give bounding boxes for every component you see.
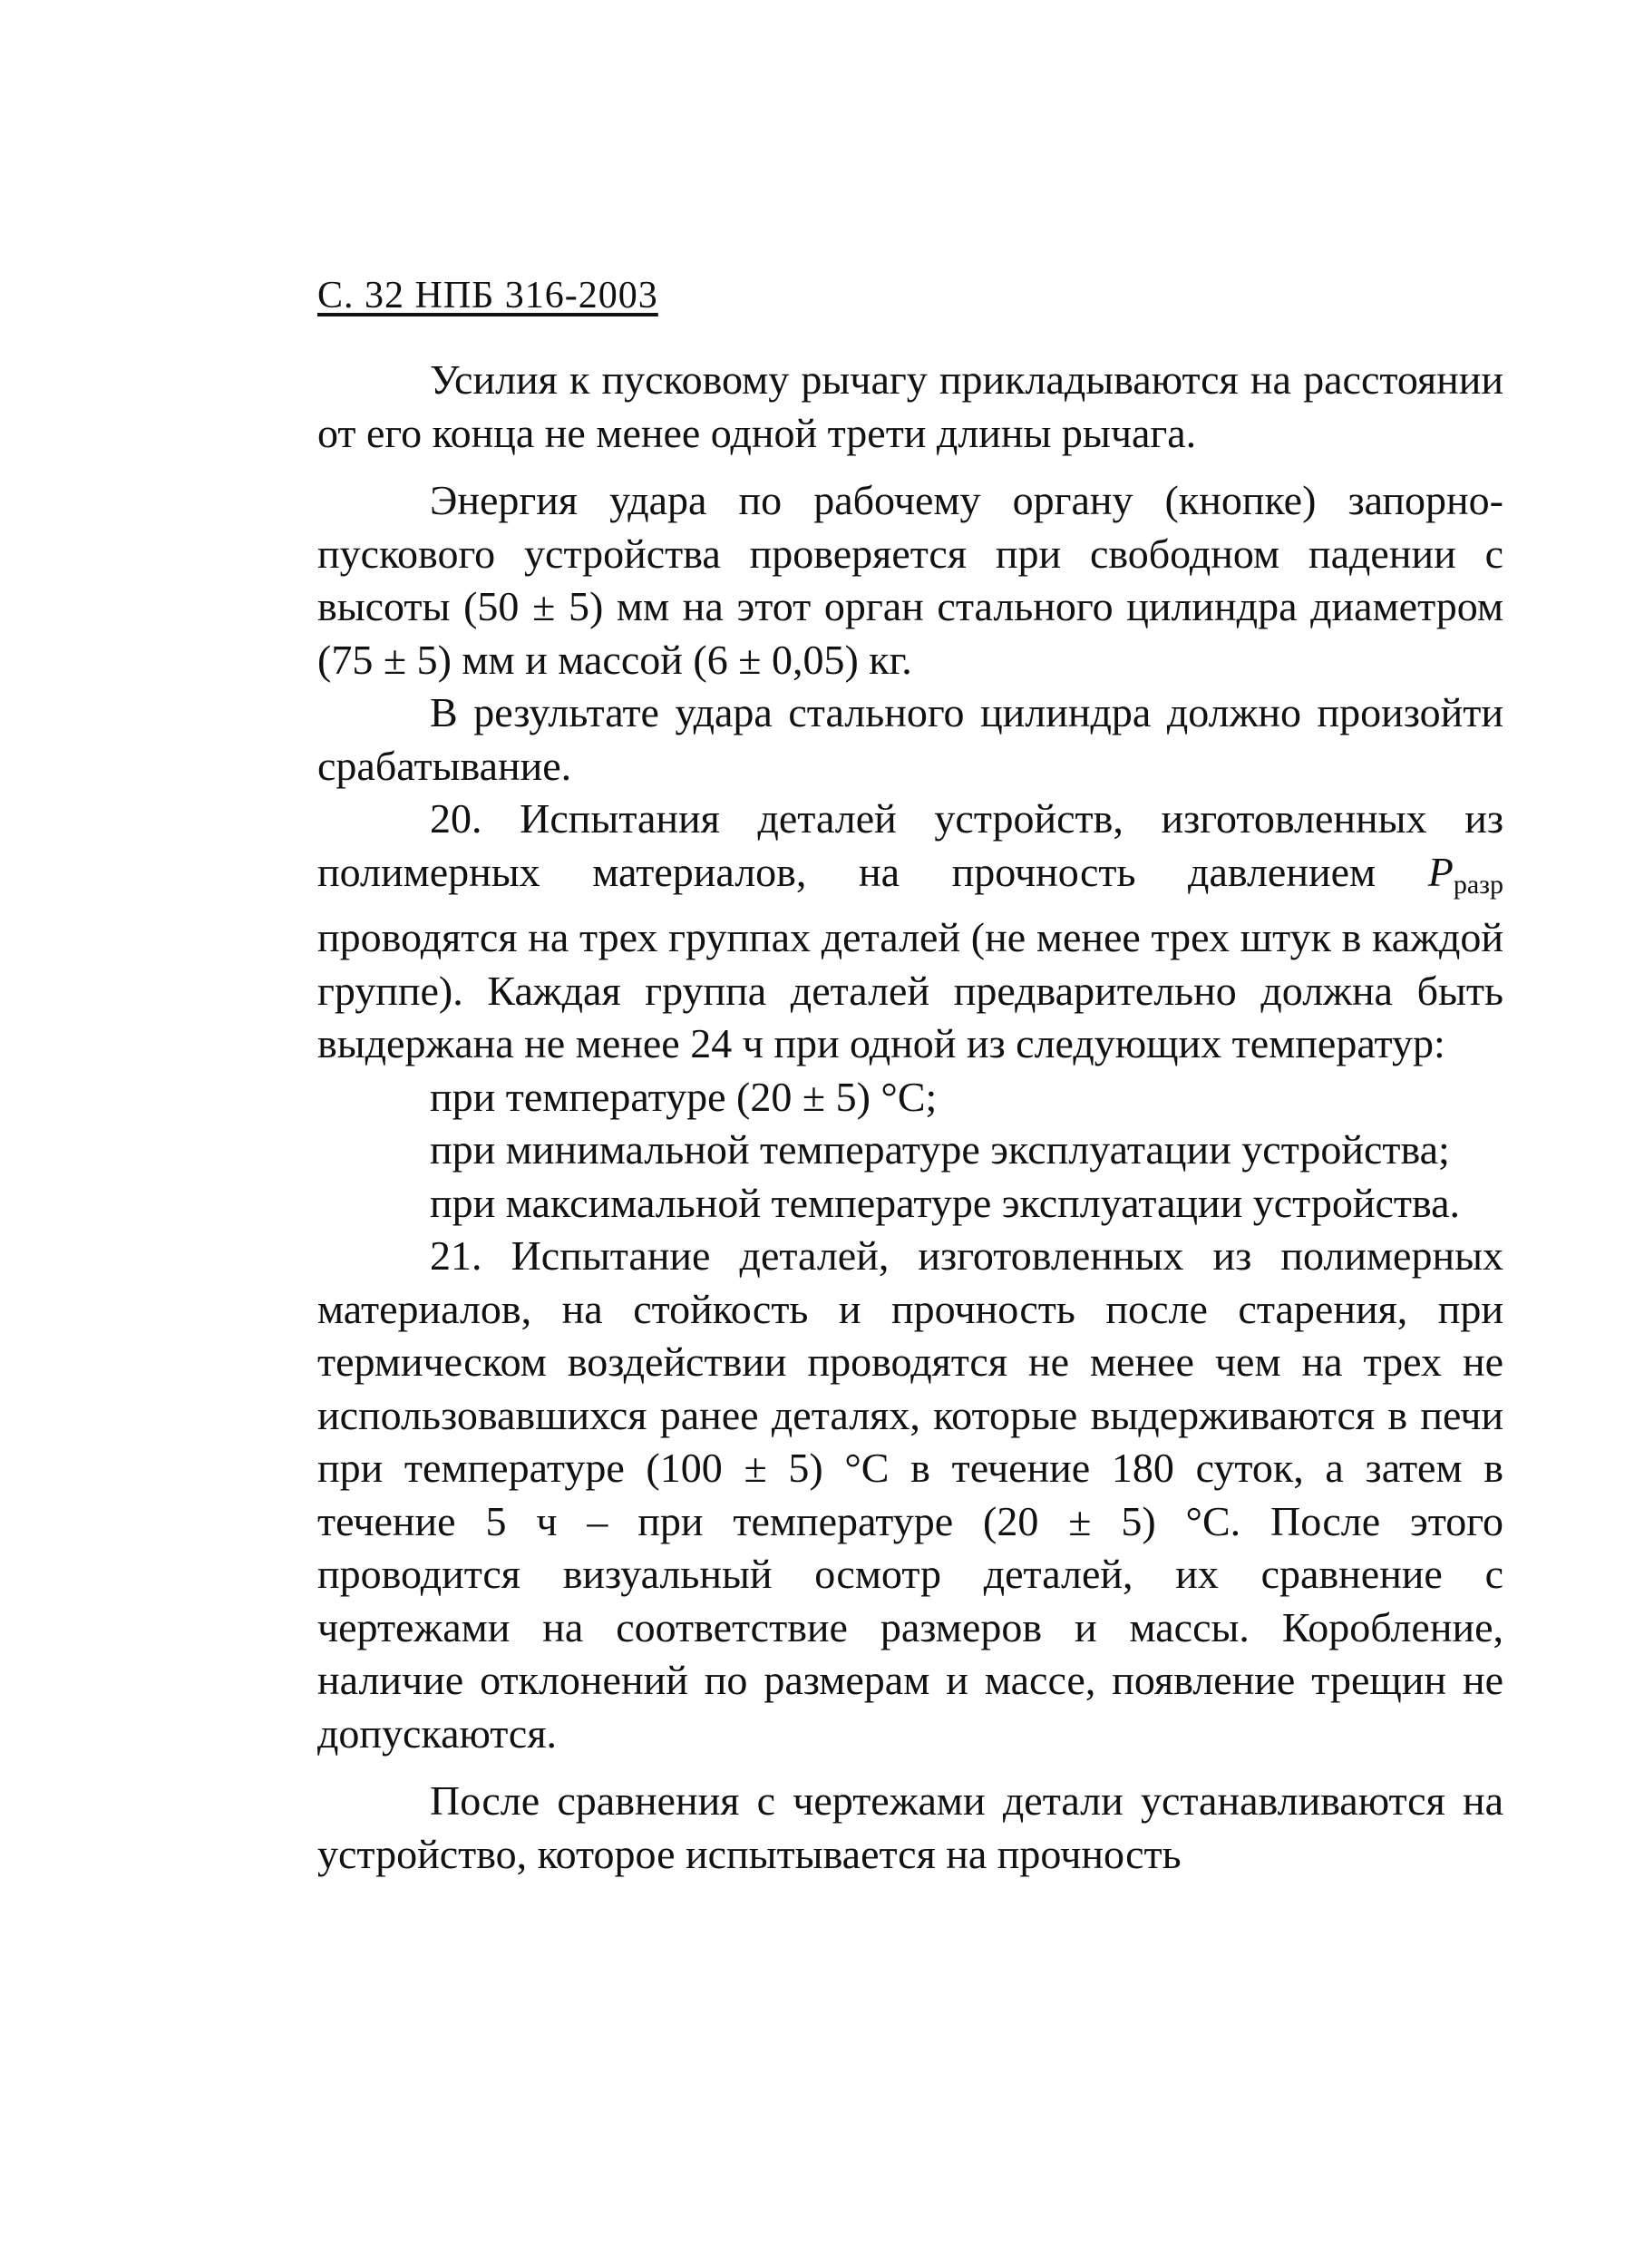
paragraph-lever-force: Усилия к пусковому рычагу прикладываются на расстоянии от его конца не менее одной трети длины рычага.	[317, 356, 1503, 456]
paragraph-section-20	[317, 793, 1503, 1071]
temperature-item-min: при минимальной температуре эксплуатации устройства;	[430, 1126, 1450, 1173]
document-page	[317, 272, 1503, 1881]
pressure-symbol	[1427, 848, 1503, 900]
pressure-symbol-subscript: разр	[1453, 869, 1503, 900]
paragraph-impact-energy: Энергия удара по рабочему органу (кнопке) запорно-пускового устройства проверяется при свободном падении с высоты (50 ± 5) мм на этот орган стального цилиндра диаметром (75 ± 5) мм и массой (6 ± 0,05) кг.	[317, 477, 1503, 683]
page-header: С. 32 НПБ 316-2003	[317, 275, 658, 316]
paragraph-after-comparison: После сравнения с чертежами детали устанавливаются на устройство, которое испытывается на прочность	[317, 1777, 1503, 1877]
section-20-text-end: проводятся на трех группах деталей (не менее трех штук в каждой группе). Каждая группа деталей предварительно должна быть выдержана не менее 24 ч при одной из следующих температур:	[317, 914, 1503, 1066]
paragraph-impact-result: В результате удара стального цилиндра должно произойти срабатывание.	[317, 689, 1503, 789]
section-20-text-start: 20. Испытания деталей устройств, изготовленных из полимерных материалов, на прочность давлением	[317, 795, 1503, 895]
pressure-symbol-letter: P	[1427, 848, 1454, 895]
temperature-item-normal: при температуре (20 ± 5) °С;	[430, 1073, 938, 1120]
temperature-item-max: при максимальной температуре эксплуатации устройства.	[430, 1179, 1461, 1226]
paragraph-section-21: 21. Испытание деталей, изготовленных из полимерных материалов, на стойкость и прочность после старения, при термическом воздействии проводятся не менее чем на трех не использовавшихся ранее деталях, которые выдерживаются в печи при температуре (100 ± 5) °С в течение 180 суток, а затем в течение 5 ч – при температуре (20 ± 5) °С. После этого проводится визуальный осмотр деталей, их сравнение с чертежами на соответствие размеров и массы. Коробление, наличие отклонений по размерам и массе, появление трещин не допускаются.	[317, 1232, 1503, 1757]
